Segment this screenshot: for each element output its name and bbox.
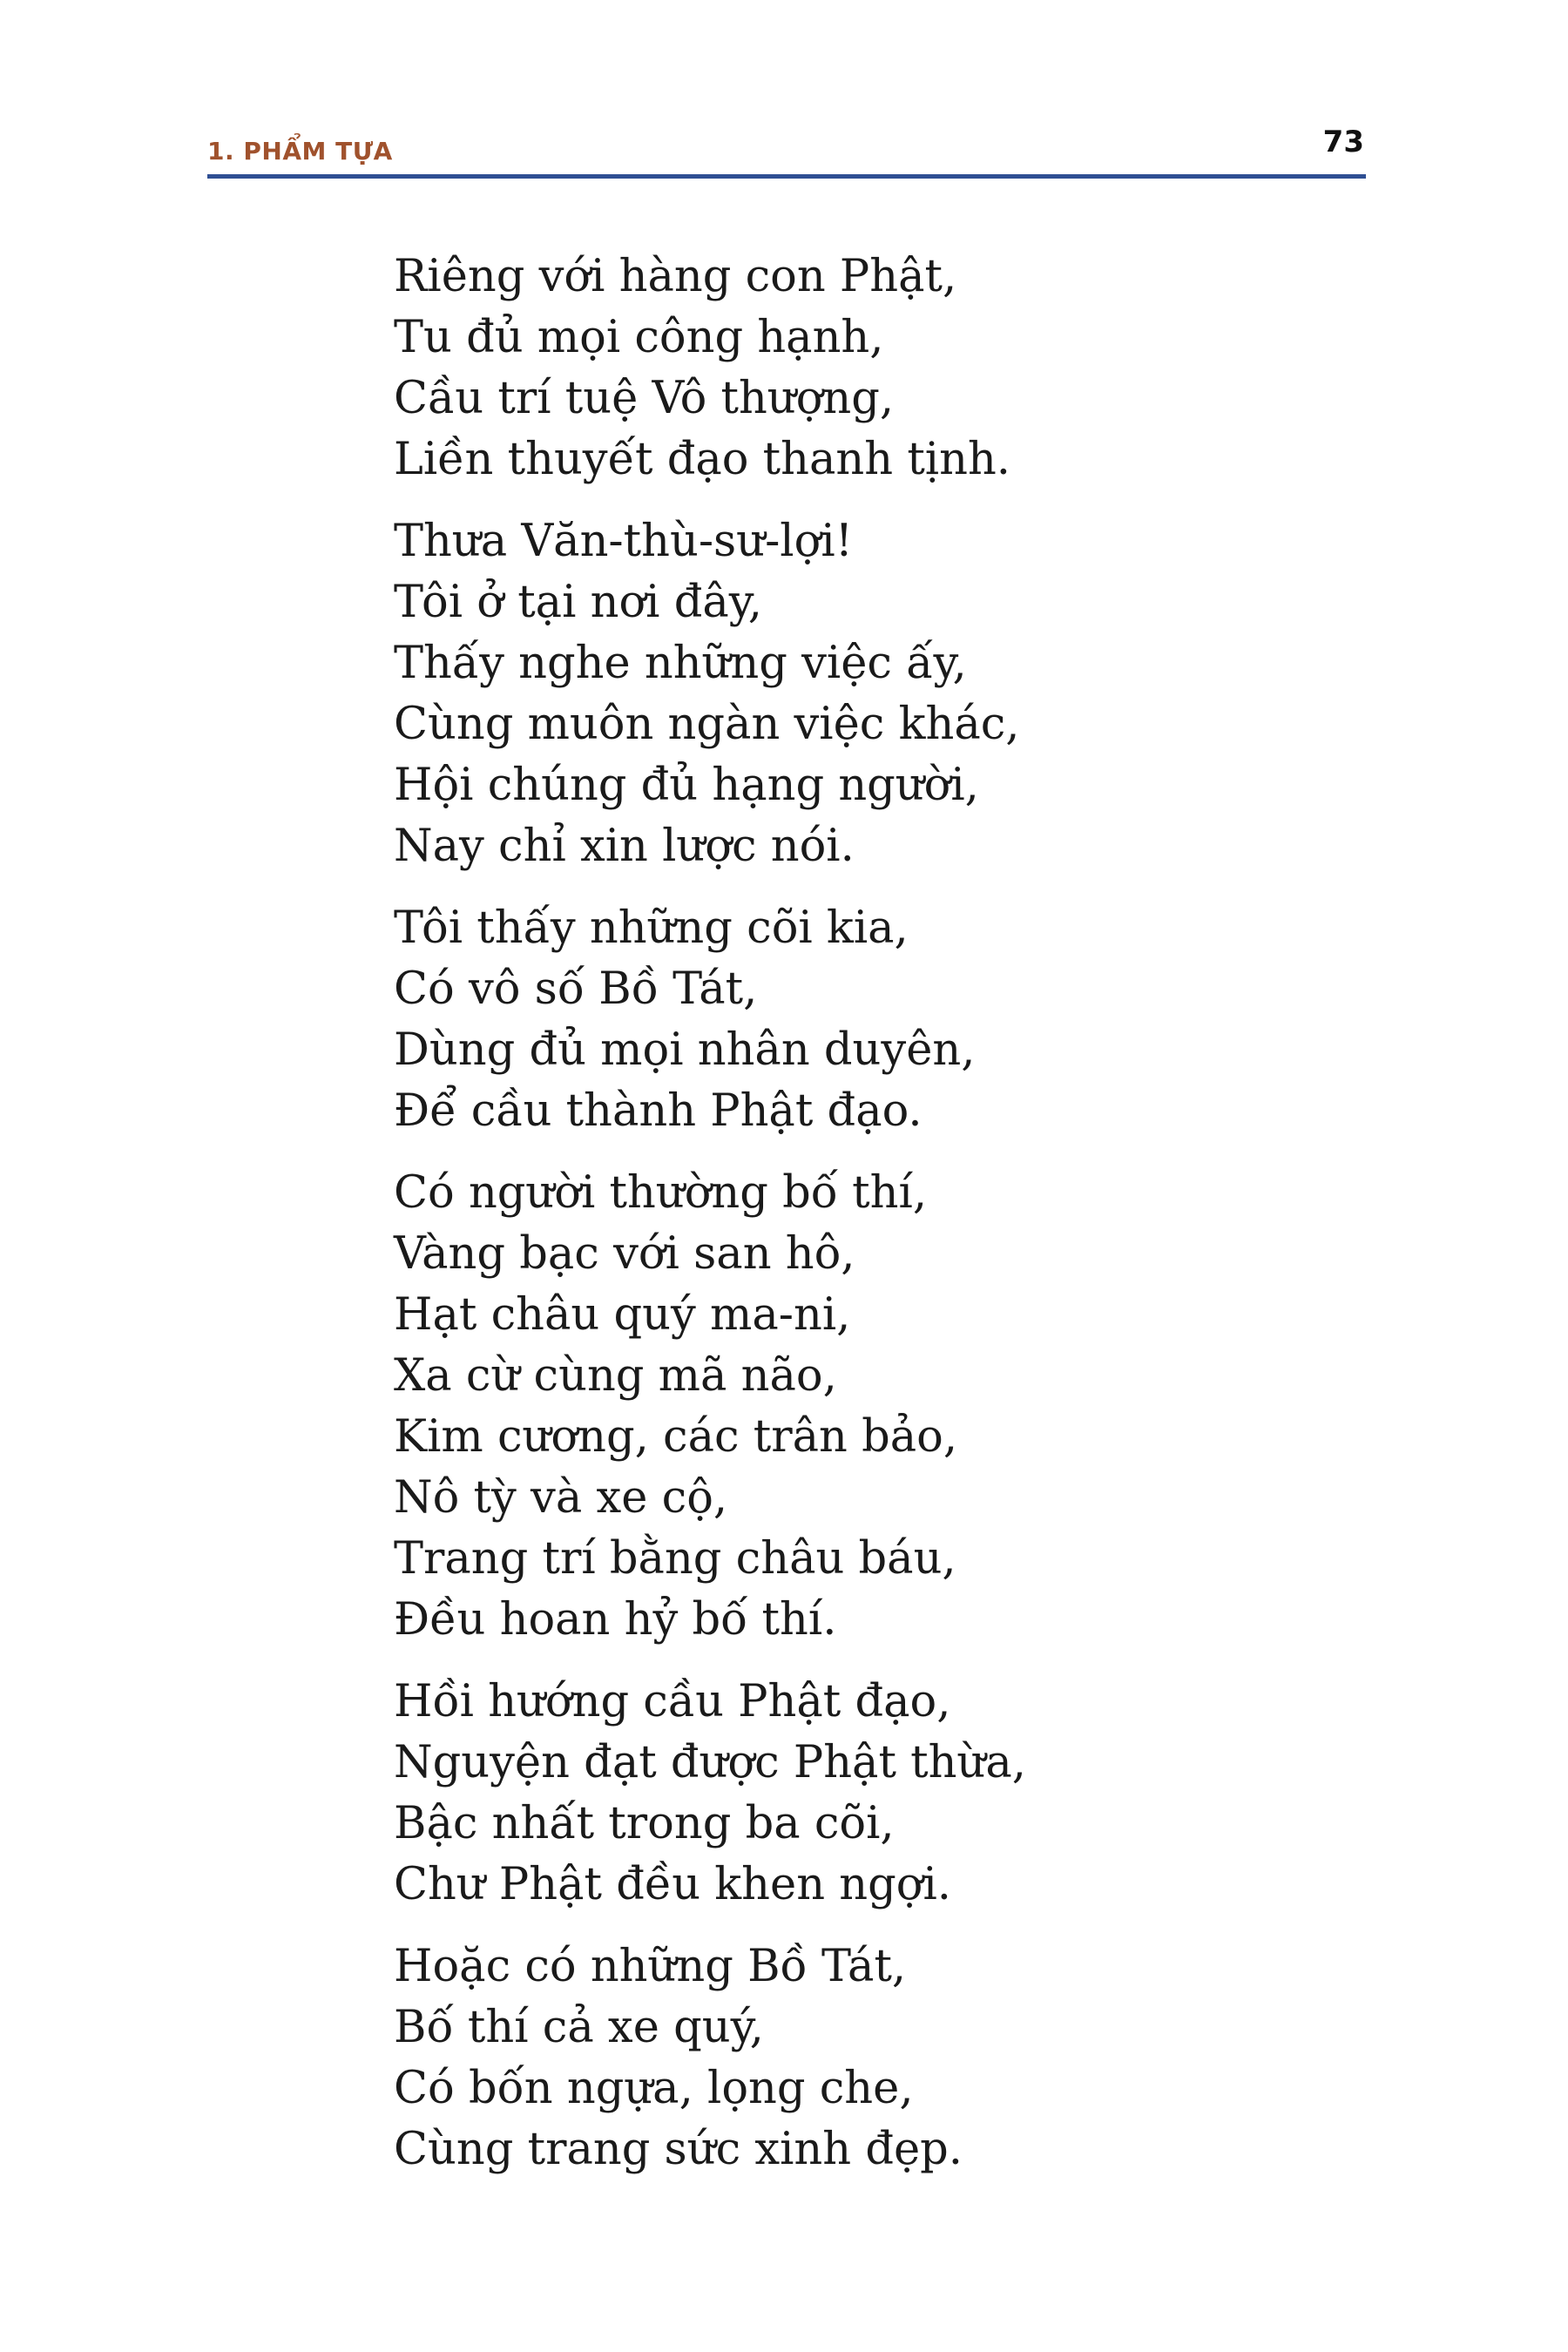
verse-line: Chư Phật đều khen ngợi.	[394, 1859, 951, 1910]
verse-line: Để cầu thành Phật đạo.	[394, 1085, 923, 1137]
verse-line: Hoặc có những Bồ Tát,	[394, 1941, 907, 1992]
verse-line: Tôi ở tại nơi đây,	[394, 577, 762, 628]
verse-line: Bậc nhất trong ba cõi,	[394, 1798, 895, 1849]
verse-line: Kim cương, các trân bảo,	[394, 1411, 958, 1463]
verse-line: Nguyện đạt được Phật thừa,	[394, 1737, 1026, 1788]
verse-line: Trang trí bằng châu báu,	[394, 1533, 956, 1585]
verse-line: Cùng muôn ngàn việc khác,	[394, 699, 1020, 750]
verse-line: Liền thuyết đạo thanh tịnh.	[394, 434, 1011, 485]
verse-line: Có người thường bố thí,	[394, 1167, 928, 1219]
poem-body	[394, 247, 1352, 2201]
verse-line: Có bốn ngựa, lọng che,	[394, 2063, 914, 2114]
stanza-3	[394, 898, 1352, 1142]
verse-line: Tu đủ mọi công hạnh,	[394, 312, 884, 363]
verse-line: Nô tỳ và xe cộ,	[394, 1472, 728, 1524]
stanza-6	[394, 1936, 1352, 2180]
verse-line: Hạt châu quý ma-ni,	[394, 1289, 851, 1341]
verse-line: Hồi hướng cầu Phật đạo,	[394, 1676, 951, 1727]
verse-line: Cầu trí tuệ Vô thượng,	[394, 373, 895, 424]
verse-line: Hội chúng đủ hạng người,	[394, 760, 979, 811]
stanza-1	[394, 247, 1352, 490]
verse-line: Đều hoan hỷ bố thí.	[394, 1594, 837, 1646]
stanza-2	[394, 511, 1352, 877]
verse-line: Dùng đủ mọi nhân duyên,	[394, 1024, 976, 1076]
stanza-4	[394, 1163, 1352, 1651]
verse-line: Riêng với hàng con Phật,	[394, 251, 957, 302]
verse-line: Thấy nghe những việc ấy,	[394, 638, 967, 689]
verse-line: Có vô số Bồ Tát,	[394, 963, 758, 1015]
running-header	[207, 125, 1366, 171]
stanza-5	[394, 1672, 1352, 1916]
verse-line: Bố thí cả xe quý,	[394, 2002, 764, 2053]
verse-line: Nay chỉ xin lược nói.	[394, 821, 855, 872]
verse-line: Tôi thấy những cõi kia,	[394, 902, 909, 954]
verse-line: Vàng bạc với san hô,	[394, 1228, 855, 1280]
verse-line: Cùng trang sức xinh đẹp.	[394, 2124, 963, 2175]
header-divider	[207, 174, 1366, 179]
verse-line: Thưa Văn-thù-sư-lợi!	[394, 516, 854, 567]
page-number: 73	[1322, 125, 1364, 159]
verse-line: Xa cừ cùng mã não,	[394, 1350, 837, 1402]
chapter-title: 1. PHẨM TỰA	[207, 137, 393, 166]
